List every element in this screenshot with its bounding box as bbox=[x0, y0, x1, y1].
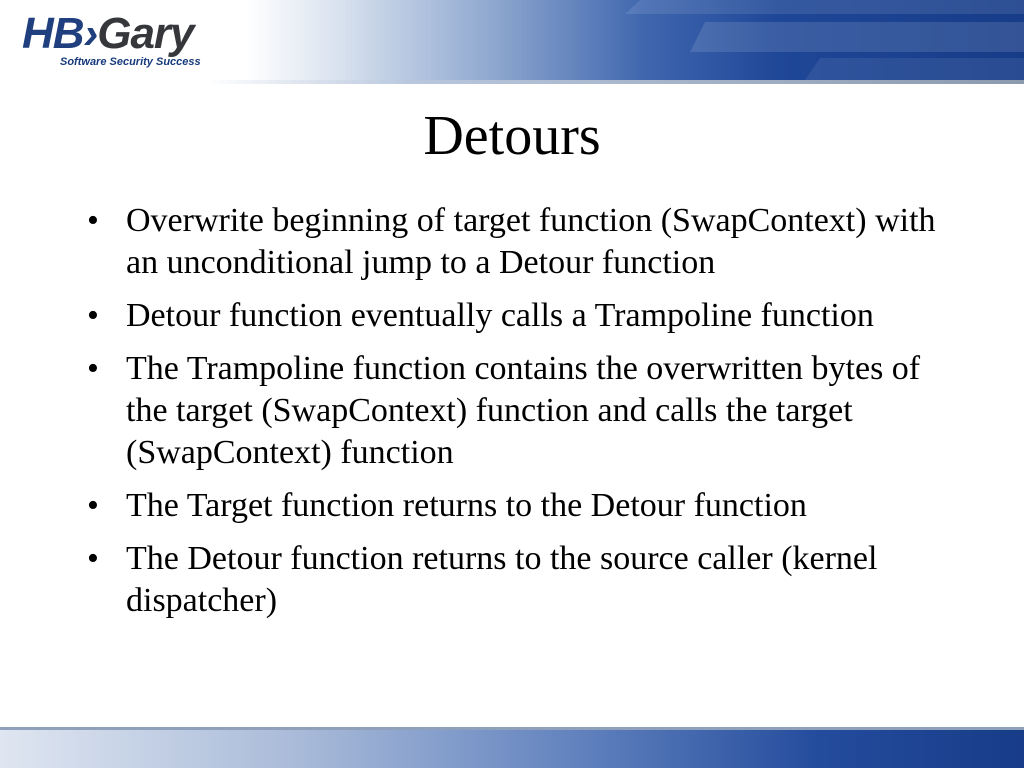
logo-gary: Gary bbox=[97, 9, 194, 58]
bullet-icon: • bbox=[87, 540, 99, 577]
bullet-text: Overwrite beginning of target function (SwapContext) with an unconditional jump to a Detour function bbox=[126, 202, 936, 281]
logo-tagline: Software Security Success bbox=[60, 56, 201, 68]
bullet-text: The Target function returns to the Detour function bbox=[126, 487, 807, 524]
bullet-icon: • bbox=[87, 297, 99, 334]
logo-wordmark bbox=[22, 9, 194, 58]
bullet-item bbox=[87, 295, 937, 337]
slide-title: Detours bbox=[423, 105, 601, 167]
footer-band bbox=[0, 730, 1024, 768]
bullet-icon: • bbox=[87, 350, 99, 387]
bullet-item bbox=[87, 485, 937, 527]
hbgary-logo bbox=[22, 9, 252, 74]
bullet-item bbox=[87, 348, 937, 474]
bullet-icon: • bbox=[87, 487, 99, 524]
logo-hb: HB bbox=[22, 9, 84, 58]
bullet-item bbox=[87, 200, 937, 284]
bullet-icon: • bbox=[87, 202, 99, 239]
bullet-item bbox=[87, 538, 937, 622]
bullet-list bbox=[87, 200, 937, 633]
header-stripe bbox=[0, 80, 1024, 84]
bullet-text: The Detour function returns to the source caller (kernel dispatcher) bbox=[126, 540, 878, 619]
bullet-text: The Trampoline function contains the overwritten bytes of the target (SwapContext) function and calls the target (SwapContext) function bbox=[126, 350, 921, 471]
logo-arrow-icon: › bbox=[83, 9, 98, 58]
bullet-text: Detour function eventually calls a Trampoline function bbox=[126, 297, 874, 334]
